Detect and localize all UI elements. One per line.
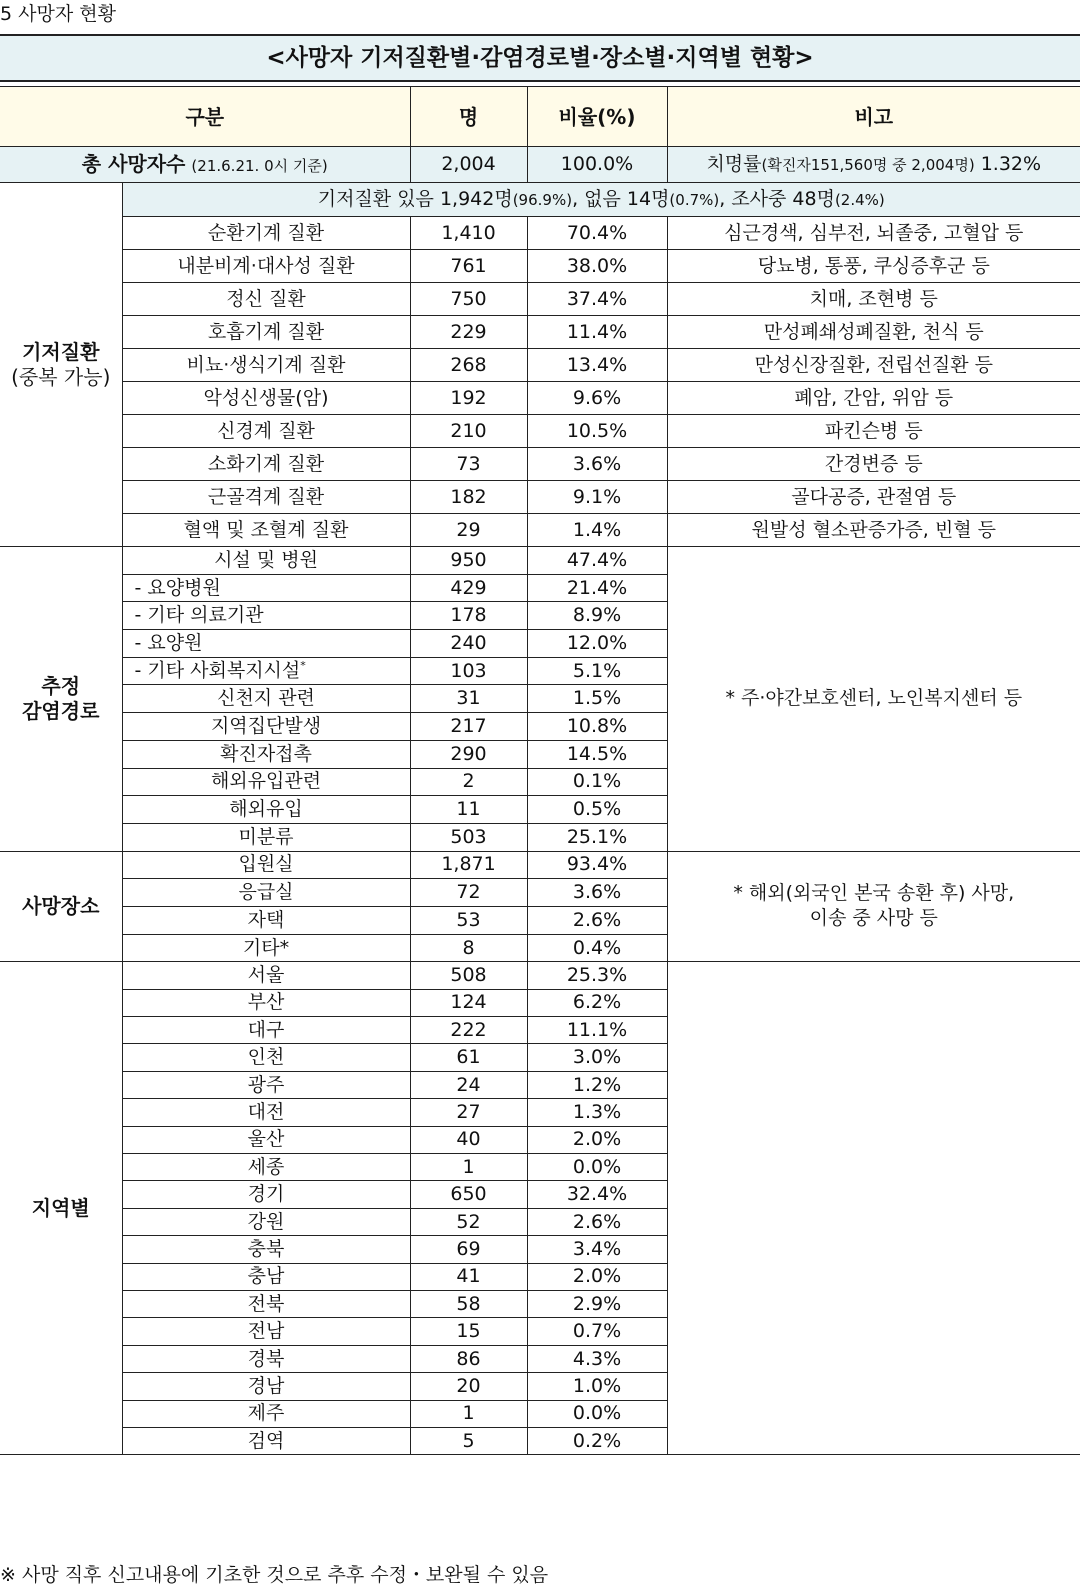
fatality-rate-label: 치명률 <box>706 153 762 176</box>
underlying-row <box>0 217 1080 250</box>
row-count: 503 <box>410 823 527 851</box>
infection-category-line2: 감염경로 <box>22 698 100 723</box>
row-remark: 간경변증 등 <box>667 448 1080 481</box>
summary-with-disease: 기저질환 있음 1,942명 <box>317 188 513 211</box>
row-label: 전북 <box>122 1291 410 1318</box>
total-label-cell <box>0 147 410 183</box>
row-count: 29 <box>410 514 527 547</box>
underlying-summary-row <box>0 183 1080 217</box>
row-ratio: 32.4% <box>527 1181 667 1208</box>
row-count: 31 <box>410 685 527 713</box>
underlying-row <box>0 514 1080 547</box>
row-count: 73 <box>410 448 527 481</box>
row-count: 2 <box>410 768 527 796</box>
row-label: 자택 <box>122 906 410 934</box>
summary-without-disease-ratio: (0.7%) <box>669 191 720 210</box>
row-count: 5 <box>410 1427 527 1454</box>
header-count: 명 <box>410 87 527 147</box>
row-ratio: 5.1% <box>527 657 667 685</box>
row-ratio: 1.0% <box>527 1373 667 1400</box>
row-ratio: 2.6% <box>527 1208 667 1235</box>
row-label: 경기 <box>122 1181 410 1208</box>
row-label: 해외유입관련 <box>122 768 410 796</box>
row-count: 1,410 <box>410 217 527 250</box>
row-count: 178 <box>410 602 527 630</box>
table-header-row <box>0 87 1080 147</box>
total-remark <box>667 147 1080 183</box>
row-label: 대구 <box>122 1017 410 1044</box>
header-ratio: 비율(%) <box>527 87 667 147</box>
row-label <box>122 657 410 685</box>
footnote: ※ 사망 직후 신고내용에 기초한 것으로 추후 수정・보완될 수 있음 <box>0 1564 549 1586</box>
row-label: 세종 <box>122 1154 410 1181</box>
underlying-row <box>0 415 1080 448</box>
row-ratio: 9.1% <box>527 481 667 514</box>
underlying-row <box>0 481 1080 514</box>
underlying-category-note: (중복 가능) <box>11 364 111 389</box>
row-count: 69 <box>410 1236 527 1263</box>
section-title: 5 사망자 현황 <box>0 3 116 25</box>
summary-investigating: , 조사중 48명 <box>719 188 835 211</box>
row-label: 광주 <box>122 1071 410 1098</box>
row-ratio: 0.7% <box>527 1318 667 1345</box>
row-label: 부산 <box>122 989 410 1016</box>
row-label: 충북 <box>122 1236 410 1263</box>
row-label: 서울 <box>122 962 410 989</box>
row-count: 229 <box>410 316 527 349</box>
row-ratio: 3.6% <box>527 879 667 907</box>
underlying-row <box>0 316 1080 349</box>
row-count: 53 <box>410 906 527 934</box>
row-ratio: 21.4% <box>527 574 667 602</box>
row-label: 울산 <box>122 1126 410 1153</box>
row-ratio: 37.4% <box>527 283 667 316</box>
row-label: 악성신생물(암) <box>122 382 410 415</box>
row-ratio: 11.4% <box>527 316 667 349</box>
underlying-category <box>0 183 122 547</box>
row-ratio: 2.0% <box>527 1126 667 1153</box>
row-count: 103 <box>410 657 527 685</box>
row-ratio: 8.9% <box>527 602 667 630</box>
total-row <box>0 147 1080 183</box>
row-label: 신천지 관련 <box>122 685 410 713</box>
row-remark: 폐암, 간암, 위암 등 <box>667 382 1080 415</box>
row-count: 950 <box>410 547 527 575</box>
row-remark: 파킨슨병 등 <box>667 415 1080 448</box>
row-label: 혈액 및 조혈계 질환 <box>122 514 410 547</box>
row-ratio: 3.4% <box>527 1236 667 1263</box>
row-label: 근골격계 질환 <box>122 481 410 514</box>
row-count: 217 <box>410 713 527 741</box>
row-ratio: 10.5% <box>527 415 667 448</box>
row-label: 확진자접촉 <box>122 740 410 768</box>
row-label: - 요양원 <box>122 630 410 658</box>
row-count: 40 <box>410 1126 527 1153</box>
row-ratio: 0.0% <box>527 1154 667 1181</box>
row-count: 240 <box>410 630 527 658</box>
row-label: 순환기계 질환 <box>122 217 410 250</box>
row-label: 응급실 <box>122 879 410 907</box>
row-label: 호흡기계 질환 <box>122 316 410 349</box>
row-ratio: 12.0% <box>527 630 667 658</box>
total-ratio: 100.0% <box>527 147 667 183</box>
row-label-text: - 기타 사회복지시설 <box>134 659 301 682</box>
row-count: 268 <box>410 349 527 382</box>
row-label: 기타* <box>122 934 410 962</box>
row-remark: 만성신장질환, 전립선질환 등 <box>667 349 1080 382</box>
underlying-category-title: 기저질환 <box>22 339 100 364</box>
underlying-summary <box>122 183 1080 217</box>
row-label: 대전 <box>122 1099 410 1126</box>
region-remark <box>667 962 1080 1455</box>
table-title: <사망자 기저질환별·감염경로별·장소별·지역별 현황> <box>0 34 1080 82</box>
row-count: 8 <box>410 934 527 962</box>
row-remark: 치매, 조현병 등 <box>667 283 1080 316</box>
place-row <box>0 851 1080 879</box>
row-ratio: 11.1% <box>527 1017 667 1044</box>
row-remark: 골다공증, 관절염 등 <box>667 481 1080 514</box>
row-label: 경북 <box>122 1345 410 1372</box>
row-count: 61 <box>410 1044 527 1071</box>
row-ratio: 9.6% <box>527 382 667 415</box>
row-count: 15 <box>410 1318 527 1345</box>
row-label: 해외유입 <box>122 796 410 824</box>
summary-investigating-ratio: (2.4%) <box>834 191 885 210</box>
row-remark: 당뇨병, 통풍, 쿠싱증후군 등 <box>667 250 1080 283</box>
row-count: 20 <box>410 1373 527 1400</box>
row-ratio: 25.1% <box>527 823 667 851</box>
row-count: 290 <box>410 740 527 768</box>
row-label: - 기타 의료기관 <box>122 602 410 630</box>
infection-category <box>0 547 122 852</box>
row-count: 27 <box>410 1099 527 1126</box>
place-category: 사망장소 <box>0 851 122 962</box>
row-ratio: 70.4% <box>527 217 667 250</box>
place-remark-line2: 이송 중 사망 등 <box>809 907 938 930</box>
total-count: 2,004 <box>410 147 527 183</box>
underlying-row <box>0 349 1080 382</box>
row-ratio: 0.0% <box>527 1400 667 1427</box>
underlying-row <box>0 250 1080 283</box>
header-category: 구분 <box>0 87 410 147</box>
row-ratio: 3.6% <box>527 448 667 481</box>
row-count: 750 <box>410 283 527 316</box>
row-remark: 원발성 혈소판증가증, 빈혈 등 <box>667 514 1080 547</box>
underlying-row <box>0 448 1080 481</box>
row-label: 검역 <box>122 1427 410 1454</box>
row-label: 제주 <box>122 1400 410 1427</box>
row-ratio: 1.3% <box>527 1099 667 1126</box>
row-count: 1,871 <box>410 851 527 879</box>
row-label: 시설 및 병원 <box>122 547 410 575</box>
death-statistics-table <box>0 86 1080 1455</box>
row-count: 429 <box>410 574 527 602</box>
row-count: 508 <box>410 962 527 989</box>
row-ratio: 0.5% <box>527 796 667 824</box>
row-label: 경남 <box>122 1373 410 1400</box>
place-remark-line1: * 해외(외국인 본국 송환 후) 사망, <box>733 881 1015 904</box>
row-label: 내분비계·대사성 질환 <box>122 250 410 283</box>
row-label: 정신 질환 <box>122 283 410 316</box>
summary-with-disease-ratio: (96.9%) <box>512 191 573 210</box>
row-count: 182 <box>410 481 527 514</box>
row-remark: 심근경색, 심부전, 뇌졸중, 고혈압 등 <box>667 217 1080 250</box>
row-label: 인천 <box>122 1044 410 1071</box>
summary-without-disease: , 없음 14명 <box>572 188 670 211</box>
row-count: 222 <box>410 1017 527 1044</box>
row-ratio: 3.0% <box>527 1044 667 1071</box>
row-count: 192 <box>410 382 527 415</box>
row-ratio: 2.9% <box>527 1291 667 1318</box>
row-ratio: 47.4% <box>527 547 667 575</box>
fatality-rate-value: 1.32% <box>980 153 1042 176</box>
row-count: 650 <box>410 1181 527 1208</box>
row-ratio: 4.3% <box>527 1345 667 1372</box>
row-ratio: 1.4% <box>527 514 667 547</box>
row-label: 소화기계 질환 <box>122 448 410 481</box>
row-ratio: 25.3% <box>527 962 667 989</box>
row-label: 입원실 <box>122 851 410 879</box>
row-count: 58 <box>410 1291 527 1318</box>
fatality-rate-detail: (확진자151,560명 중 2,004명) <box>761 156 975 175</box>
row-ratio: 6.2% <box>527 989 667 1016</box>
row-count: 52 <box>410 1208 527 1235</box>
infection-row <box>0 547 1080 575</box>
row-label: 전남 <box>122 1318 410 1345</box>
footnote-mark: * <box>300 659 306 673</box>
underlying-row <box>0 382 1080 415</box>
row-count: 761 <box>410 250 527 283</box>
row-ratio: 13.4% <box>527 349 667 382</box>
row-label: 미분류 <box>122 823 410 851</box>
row-ratio: 10.8% <box>527 713 667 741</box>
total-label-date: (21.6.21. 0시 기준) <box>191 157 328 176</box>
region-row <box>0 962 1080 989</box>
infection-category-line1: 추정 <box>41 673 81 698</box>
row-ratio: 0.4% <box>527 934 667 962</box>
row-count: 11 <box>410 796 527 824</box>
row-count: 124 <box>410 989 527 1016</box>
row-ratio: 38.0% <box>527 250 667 283</box>
row-ratio: 0.2% <box>527 1427 667 1454</box>
row-count: 72 <box>410 879 527 907</box>
row-label: 충남 <box>122 1263 410 1290</box>
row-ratio: 1.5% <box>527 685 667 713</box>
row-count: 86 <box>410 1345 527 1372</box>
header-remark: 비고 <box>667 87 1080 147</box>
row-ratio: 2.6% <box>527 906 667 934</box>
row-count: 41 <box>410 1263 527 1290</box>
total-label: 총 사망자수 <box>81 152 186 177</box>
row-ratio: 0.1% <box>527 768 667 796</box>
row-ratio: 14.5% <box>527 740 667 768</box>
region-category: 지역별 <box>0 962 122 1455</box>
infection-remark: * 주·야간보호센터, 노인복지센터 등 <box>667 547 1080 852</box>
row-label: 지역집단발생 <box>122 713 410 741</box>
place-remark <box>667 851 1080 962</box>
row-ratio: 2.0% <box>527 1263 667 1290</box>
underlying-row <box>0 283 1080 316</box>
row-count: 210 <box>410 415 527 448</box>
row-ratio: 93.4% <box>527 851 667 879</box>
row-remark: 만성폐쇄성폐질환, 천식 등 <box>667 316 1080 349</box>
row-count: 1 <box>410 1154 527 1181</box>
row-count: 1 <box>410 1400 527 1427</box>
row-count: 24 <box>410 1071 527 1098</box>
row-label: 강원 <box>122 1208 410 1235</box>
row-label: 비뇨·생식기계 질환 <box>122 349 410 382</box>
row-label: - 요양병원 <box>122 574 410 602</box>
row-ratio: 1.2% <box>527 1071 667 1098</box>
row-label: 신경계 질환 <box>122 415 410 448</box>
